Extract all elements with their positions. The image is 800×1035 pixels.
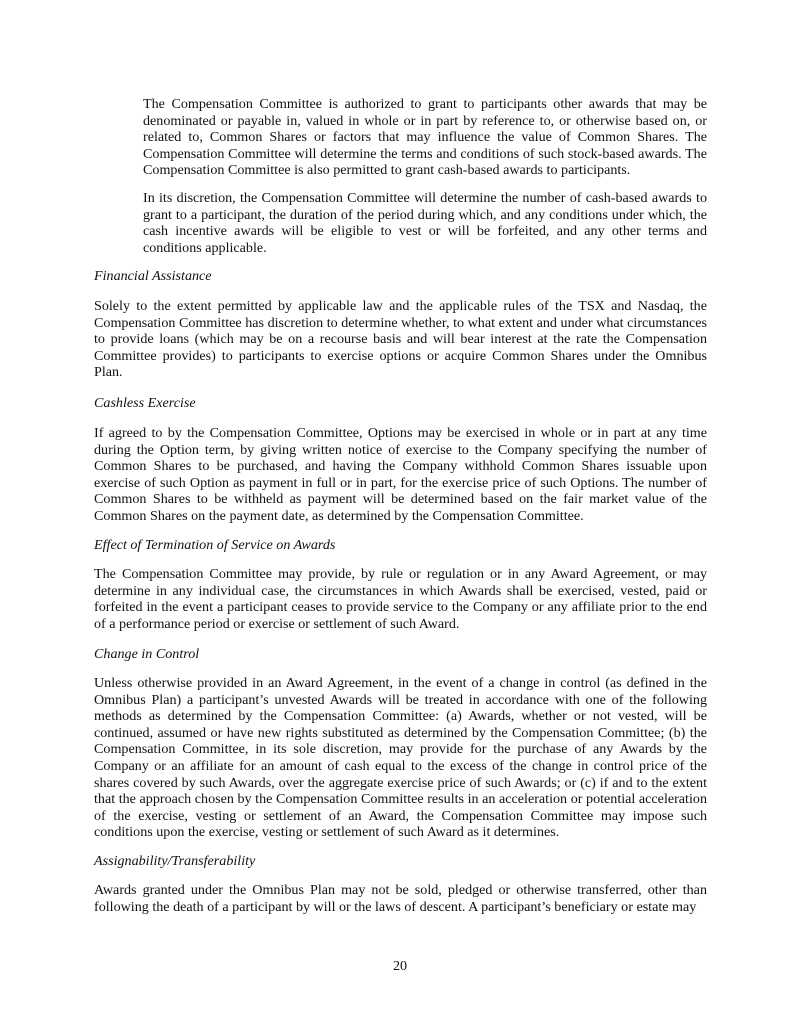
page-number: 20 <box>392 958 408 974</box>
paragraph-other-awards: The Compensation Committee is authorized to grant to participants other awards that may be denominated or payable in, valued in whole or in part by reference to, or otherwise based on, or related to, Common Shares or factors that may influence the value of Common Shares. The Compensation Committee will determine the terms and conditions of such stock-based awards. The Compensation Committee is also permitted to grant cash-based awards to participants. <box>143 96 707 179</box>
heading-assignability: Assignability/Transferability <box>94 853 256 869</box>
heading-termination: Effect of Termination of Service on Awards <box>94 537 336 553</box>
paragraph-assignability: Awards granted under the Omnibus Plan may not be sold, pledged or otherwise transferred, other than following the death of a participant by will or the laws of descent. A participant’s beneficiary or estate may <box>94 882 707 915</box>
paragraph-change-in-control: Unless otherwise provided in an Award Agreement, in the event of a change in control (as defined in the Omnibus Plan) a participant’s unvested Awards will be treated in accordance with one of the following methods as determined by the Compensation Committee: (a) Awards, whether or not vested, will be continued, assumed or have new rights substituted as determined by the Compensation Committee; (b) the Compensation Committee, in its sole discretion, may provide for the purchase of any Awards by the Company or an affiliate for an amount of cash equal to the excess of the change in control price of the shares covered by such Awards, over the aggregate exercise price of such Awards; or (c) if and to the extent that the approach chosen by the Compensation Committee results in an acceleration or potential acceleration of the exercise, vesting or settlement of an Award, the Compensation Committee may impose such conditions upon the exercise, vesting or settlement of such Award as it determines. <box>94 675 707 841</box>
paragraph-cash-awards: In its discretion, the Compensation Committee will determine the number of cash-based awards to grant to a participant, the duration of the period during which, and any conditions under which, the cash incentive awards will be eligible to vest or will be forfeited, and any other terms and conditions applicable. <box>143 190 707 256</box>
heading-cashless-exercise: Cashless Exercise <box>94 395 196 411</box>
paragraph-cashless-exercise: If agreed to by the Compensation Committee, Options may be exercised in whole or in part at any time during the Option term, by giving written notice of exercise to the Company specifying the number of Common Shares to be purchased, and having the Company withhold Common Shares issuable upon exercise of such Option as payment in full or in part, for the exercise price of such Options. The number of Common Shares to be withheld as payment will be determined based on the fair market value of the Common Shares on the payment date, as determined by the Compensation Committee. <box>94 425 707 524</box>
heading-financial-assistance: Financial Assistance <box>94 268 212 284</box>
paragraph-financial-assistance: Solely to the extent permitted by applicable law and the applicable rules of the TSX and Nasdaq, the Compensation Committee has discretion to determine whether, to what extent and under what circumstances to provide loans (which may be on a recourse basis and will bear interest at the rate the Compensation Committee provides) to participants to exercise options or acquire Common Shares under the Omnibus Plan. <box>94 298 707 381</box>
paragraph-termination: The Compensation Committee may provide, by rule or regulation or in any Award Agreement, or may determine in any individual case, the circumstances in which Awards shall be exercised, vested, paid or forfeited in the event a participant ceases to provide service to the Company or any affiliate prior to the end of a performance period or exercise or settlement of such Award. <box>94 566 707 632</box>
heading-change-in-control: Change in Control <box>94 646 200 662</box>
